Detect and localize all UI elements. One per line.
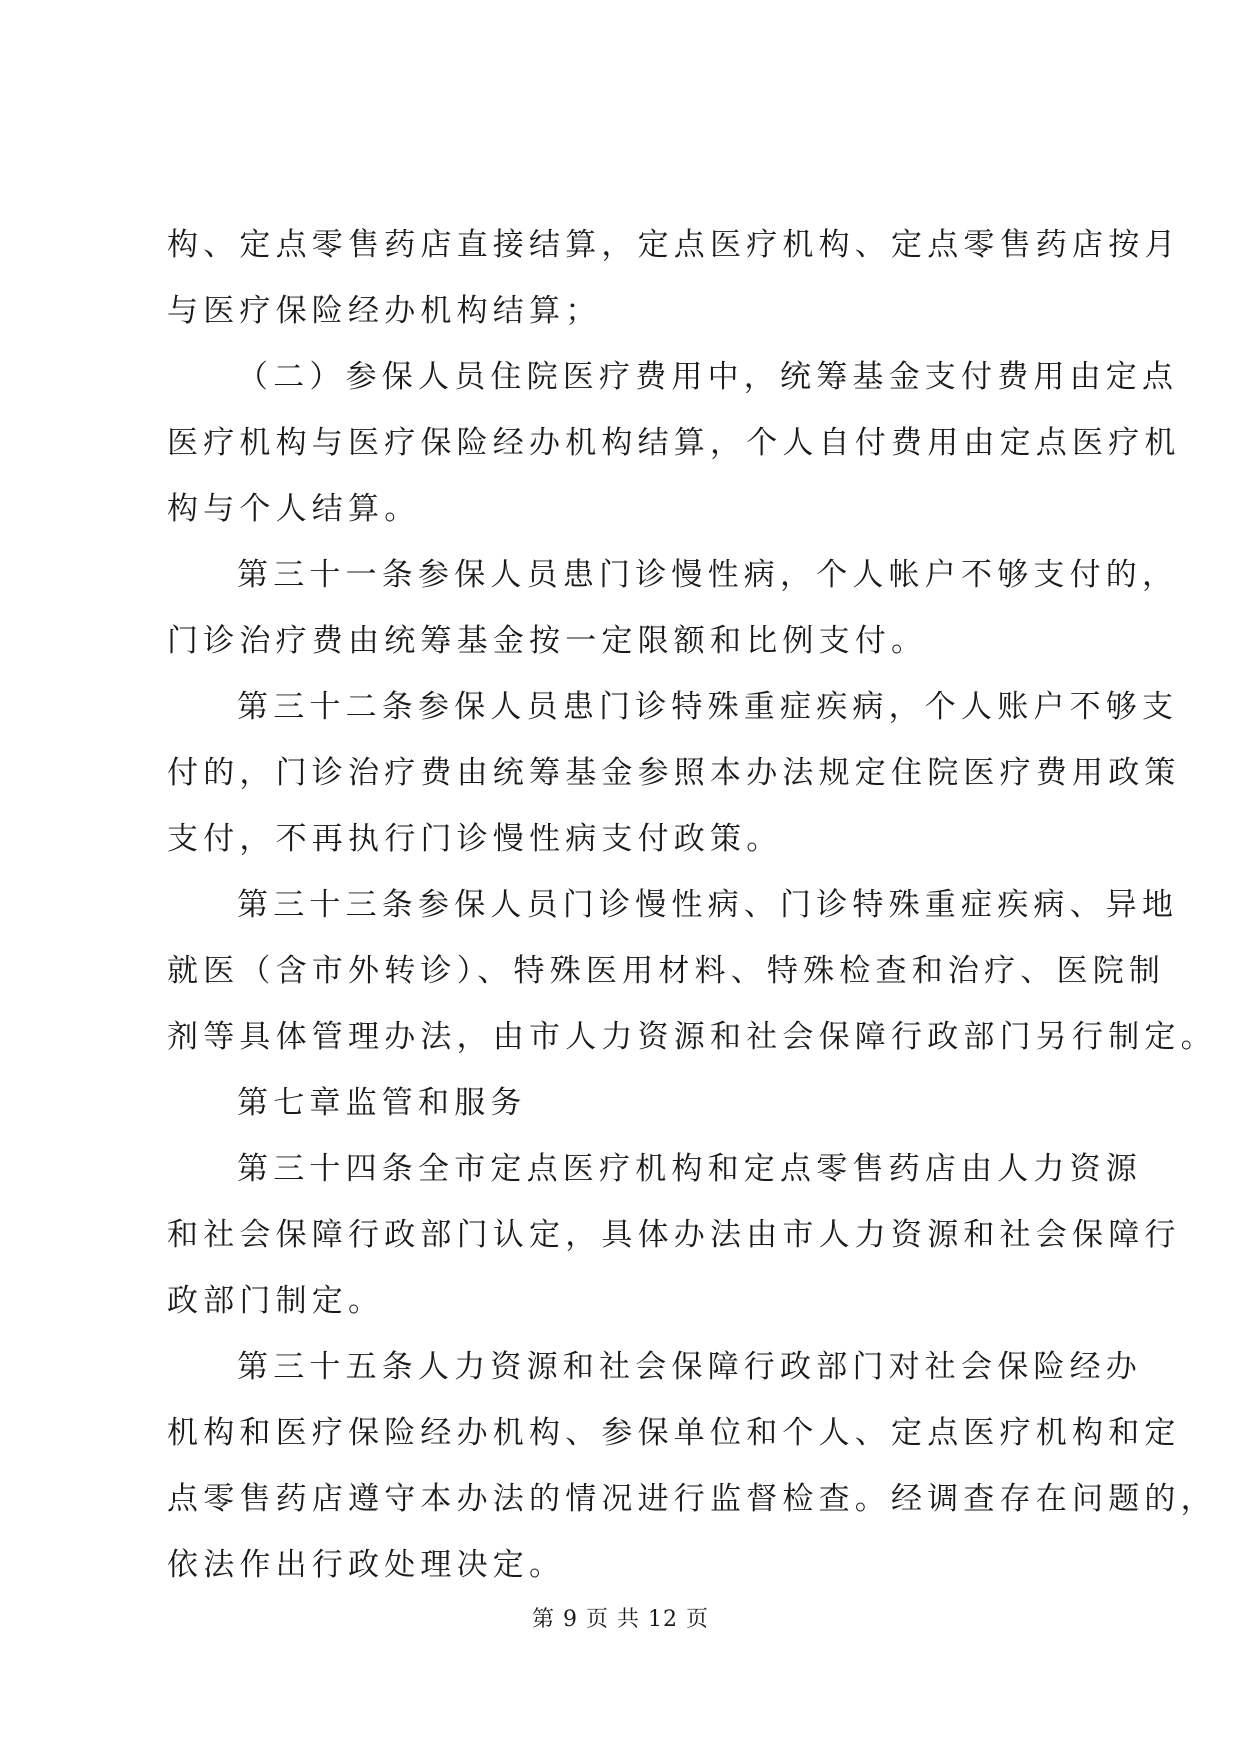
text-line: 与医疗保险经办机构结算； [167,293,602,329]
text-line: 门诊治疗费由统筹基金按一定限额和比例支付。 [167,623,928,659]
text-line: 支付，不再执行门诊慢性病支付政策。 [167,821,783,857]
article-31-line: 第三十一条参保人员患门诊慢性病，个人帐户不够支付的， [237,557,1179,593]
text-line: 医疗机构与医疗保险经办机构结算，个人自付费用由定点医疗机 [167,425,1181,461]
text-line: 依法作出行政处理决定。 [167,1547,566,1583]
text-line: 点零售药店遵守本办法的情况进行监督检查。经调查存在问题的， [167,1481,1217,1517]
text-line: 就医（含市外转诊）、特殊医用材料、特殊检查和治疗、医院制 [167,953,1166,989]
chapter-heading: 第七章监管和服务 [237,1085,527,1121]
text-line: 剂等具体管理办法，由市人力资源和社会保障行政部门另行制定。 [167,1019,1217,1055]
page-number-footer: 第 9 页 共 12 页 [532,1607,709,1632]
text-line: 构与个人结算。 [167,491,421,527]
article-35-line: 第三十五条人力资源和社会保障行政部门对社会保险经办 [237,1349,1142,1385]
article-32-line: 第三十二条参保人员患门诊特殊重症疾病，个人账户不够支 [237,689,1179,725]
article-33-line: 第三十三条参保人员门诊慢性病、门诊特殊重症疾病、异地 [237,887,1179,923]
text-line: 机构和医疗保险经办机构、参保单位和个人、定点医疗机构和定 [167,1415,1181,1451]
text-line: 政部门制定。 [167,1283,385,1319]
document-body [167,227,1217,1616]
article-34-line: 第三十四条全市定点医疗机构和定点零售药店由人力资源 [237,1151,1142,1187]
text-line: 付的，门诊治疗费由统筹基金参照本办法规定住院医疗费用政策 [167,755,1181,791]
text-line: 和社会保障行政部门认定，具体办法由市人力资源和社会保障行 [167,1217,1181,1253]
text-line: 构、定点零售药店直接结算，定点医疗机构、定点零售药店按月 [167,227,1181,263]
paragraph-start-line: （二）参保人员住院医疗费用中，统筹基金支付费用由定点 [237,359,1179,395]
